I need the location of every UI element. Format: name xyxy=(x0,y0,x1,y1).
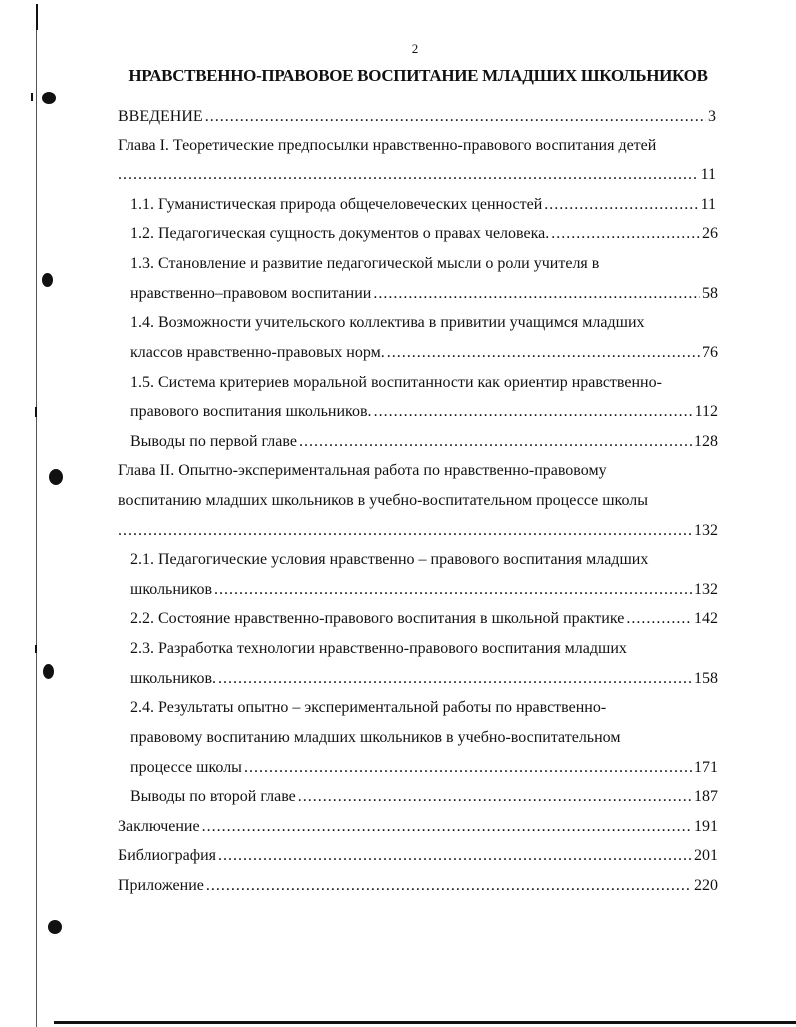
toc-entry-text: Библиография xyxy=(118,847,216,864)
toc-entry-1-5-line-1[interactable]: 1.5. Система критериев моральной воспитанности как ориентир нравственно- xyxy=(130,374,662,391)
toc-dot-leader xyxy=(202,812,692,842)
toc-entry-2-2[interactable] xyxy=(130,604,718,634)
toc-entry-chapter-1[interactable] xyxy=(118,160,716,190)
toc-entry-text: школьников. xyxy=(130,670,216,687)
toc-chapter-1-title[interactable]: Глава I. Теоретические предпосылки нравственно-правового воспитания детей xyxy=(118,137,657,154)
toc-page-number: 11 xyxy=(700,196,716,213)
toc-entry-1-4-line-1[interactable]: 1.4. Возможности учительского коллектива в привитии учащимся младших xyxy=(130,314,645,331)
toc-page-number: 201 xyxy=(694,847,718,864)
toc-entry-text: Приложение xyxy=(118,877,204,894)
toc-entry-appendix[interactable] xyxy=(118,871,718,901)
binder-hole-mark xyxy=(49,469,63,485)
binder-hole-mark xyxy=(48,920,62,934)
toc-dot-leader xyxy=(373,279,700,309)
toc-chapter-2-title-line-1[interactable]: Глава II. Опытно-экспериментальная работа по нравственно-правовому xyxy=(118,462,607,479)
toc-dot-leader xyxy=(205,102,706,132)
toc-entry-text: школьников xyxy=(130,581,212,598)
toc-entry-2-4-line-2[interactable]: правовому воспитанию младших школьников в учебно-воспитательном xyxy=(130,729,621,746)
toc-entry-text: процессе школы xyxy=(130,759,242,776)
toc-entry-2-3[interactable] xyxy=(130,664,718,694)
toc-entry-text: Выводы по второй главе xyxy=(130,788,296,805)
toc-entry-conclusion[interactable] xyxy=(118,812,718,842)
binder-hole-mark xyxy=(42,273,53,287)
scan-tick xyxy=(35,407,37,417)
toc-entry-chapter-2[interactable] xyxy=(118,516,718,546)
toc-dot-leader xyxy=(626,604,692,634)
toc-entry-2-4[interactable] xyxy=(130,753,718,783)
toc-page-number: 76 xyxy=(702,344,718,361)
toc-entry-intro[interactable] xyxy=(118,102,716,132)
scan-bottom-border xyxy=(54,1021,796,1024)
toc-page-number: 128 xyxy=(694,433,718,450)
toc-dot-leader xyxy=(544,190,698,220)
toc-entry-1-3-line-1[interactable]: 1.3. Становление и развитие педагогической мысли о роли учителя в xyxy=(130,255,600,272)
toc-entry-2-1-line-1[interactable]: 2.1. Педагогические условия нравственно – правового воспитания младших xyxy=(130,551,649,568)
toc-dot-leader xyxy=(299,427,692,457)
toc-page-number: 158 xyxy=(694,670,718,687)
toc-entry-text: ВВЕДЕНИЕ xyxy=(118,108,203,125)
toc-dot-leader xyxy=(374,397,693,427)
toc-entry-text: правового воспитания школьников. xyxy=(130,403,372,420)
toc-entry-2-1[interactable] xyxy=(130,575,718,605)
toc-page-number: 220 xyxy=(694,877,718,894)
toc-entry-text: Заключение xyxy=(118,818,200,835)
toc-page-number: 132 xyxy=(694,581,718,598)
toc-dot-leader xyxy=(551,219,700,249)
scan-top-mark xyxy=(36,4,38,30)
toc-entry-text: Выводы по первой главе xyxy=(130,433,297,450)
toc-page-number: 171 xyxy=(694,759,718,776)
document-title: НРАВСТВЕННО-ПРАВОВОЕ ВОСПИТАНИЕ МЛАДШИХ ШКОЛЬНИКОВ xyxy=(128,66,708,85)
toc-entry-text: 1.1. Гуманистическая природа общечеловеческих ценностей xyxy=(130,196,543,213)
toc-entry-ch1-conclusions[interactable] xyxy=(130,427,718,457)
toc-entry-1-2[interactable] xyxy=(130,219,718,249)
toc-entry-text: нравственно–правовом воспитании xyxy=(130,285,372,302)
toc-entry-2-4-line-1[interactable]: 2.4. Результаты опытно – экспериментальной работы по нравственно- xyxy=(130,699,607,716)
toc-page-number: 187 xyxy=(694,788,718,805)
toc-page-number: 142 xyxy=(694,610,718,627)
toc-page-number: 191 xyxy=(694,818,718,835)
toc-dot-leader xyxy=(206,871,692,901)
toc-dot-leader xyxy=(387,338,700,368)
toc-entry-1-5[interactable] xyxy=(130,397,718,427)
toc-page-number: 58 xyxy=(702,285,718,302)
toc-entry-text: 2.2. Состояние нравственно-правового воспитания в школьной практике xyxy=(130,610,625,627)
toc-dot-leader xyxy=(298,782,692,812)
scan-left-border xyxy=(36,6,37,1027)
binder-hole-mark xyxy=(42,92,56,104)
toc-entry-1-1[interactable] xyxy=(130,190,716,220)
toc-page-number: 132 xyxy=(694,522,718,539)
toc-entry-bibliography[interactable] xyxy=(118,841,718,871)
toc-entry-1-4[interactable] xyxy=(130,338,718,368)
toc-page-number: 3 xyxy=(708,108,716,125)
toc-dot-leader xyxy=(118,160,699,190)
toc-page-number: 112 xyxy=(694,403,718,420)
scan-tick xyxy=(31,93,33,101)
toc-dot-leader xyxy=(218,664,692,694)
toc-entry-2-3-line-1[interactable]: 2.3. Разработка технологии нравственно-правового воспитания младших xyxy=(130,640,627,657)
toc-entry-text: классов нравственно-правовых норм. xyxy=(130,344,385,361)
toc-dot-leader xyxy=(214,575,692,605)
toc-entry-1-3[interactable] xyxy=(130,279,718,309)
toc-dot-leader xyxy=(244,753,692,783)
scan-tick xyxy=(35,645,37,653)
toc-entry-ch2-conclusions[interactable] xyxy=(130,782,718,812)
toc-chapter-2-title-line-2[interactable]: воспитанию младших школьников в учебно-воспитательном процессе школы xyxy=(118,492,649,509)
toc-dot-leader xyxy=(118,516,692,546)
toc-page-number: 11 xyxy=(700,166,716,183)
toc-dot-leader xyxy=(218,841,692,871)
toc-page-number: 26 xyxy=(702,225,718,242)
toc-entry-text: 1.2. Педагогическая сущность документов о правах человека. xyxy=(130,225,550,242)
page-number: 2 xyxy=(411,41,419,56)
binder-hole-mark xyxy=(43,664,54,679)
